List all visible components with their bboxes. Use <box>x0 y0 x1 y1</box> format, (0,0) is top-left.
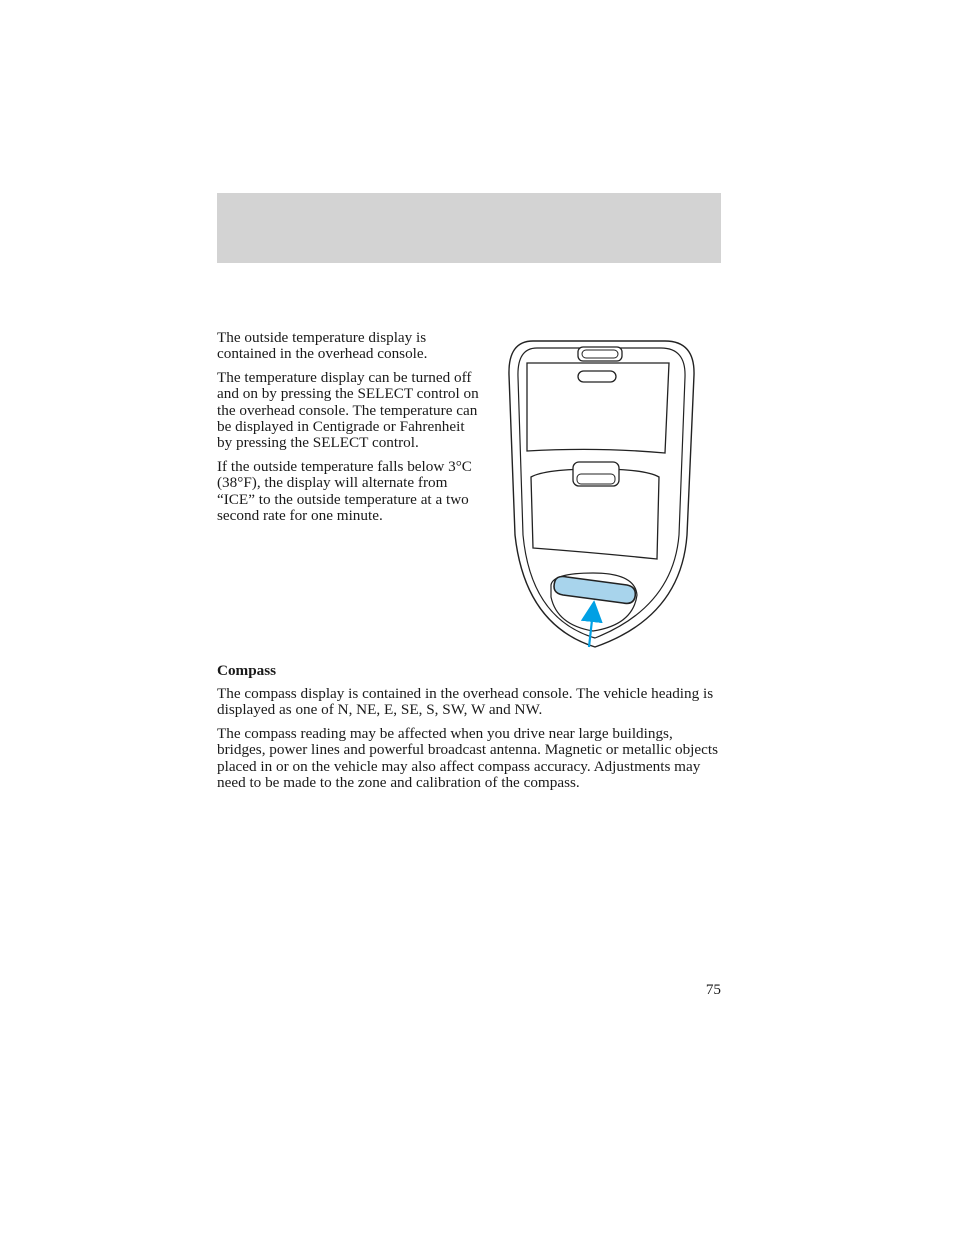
compass-paragraph: The compass display is contained in the overhead console. The vehicle heading is displayed as one of N, NE, E, SE, S, SW, W and NW. <box>217 685 714 719</box>
overhead-console-illustration <box>505 335 697 650</box>
overhead-console-figure <box>505 335 697 650</box>
intro-text-column <box>217 330 479 531</box>
page-number: 75 <box>705 981 721 998</box>
compass-section <box>217 662 723 798</box>
intro-paragraph: The outside temperature display is contained in the overhead console. <box>217 329 428 363</box>
header-band <box>217 193 721 263</box>
compass-paragraph: The compass reading may be affected when you drive near large buildings, bridges, power lines and powerful broadcast antenna. Magnetic or metallic objects placed in or on the vehicle may also affect compass accuracy. Adjustments may need to be made to the zone and calibration of the compass. <box>217 724 719 792</box>
intro-paragraph: If the outside temperature falls below 3°C (38°F), the display will alternate from “ICE” to the outside temperature at a two second rate for one minute. <box>217 457 472 525</box>
intro-paragraph: The temperature display can be turned off and on by pressing the SELECT control on the overhead console. The temperature can be displayed in Centigrade or Fahrenheit by pressing the SELECT control. <box>217 368 479 452</box>
compass-heading: Compass <box>217 662 277 679</box>
